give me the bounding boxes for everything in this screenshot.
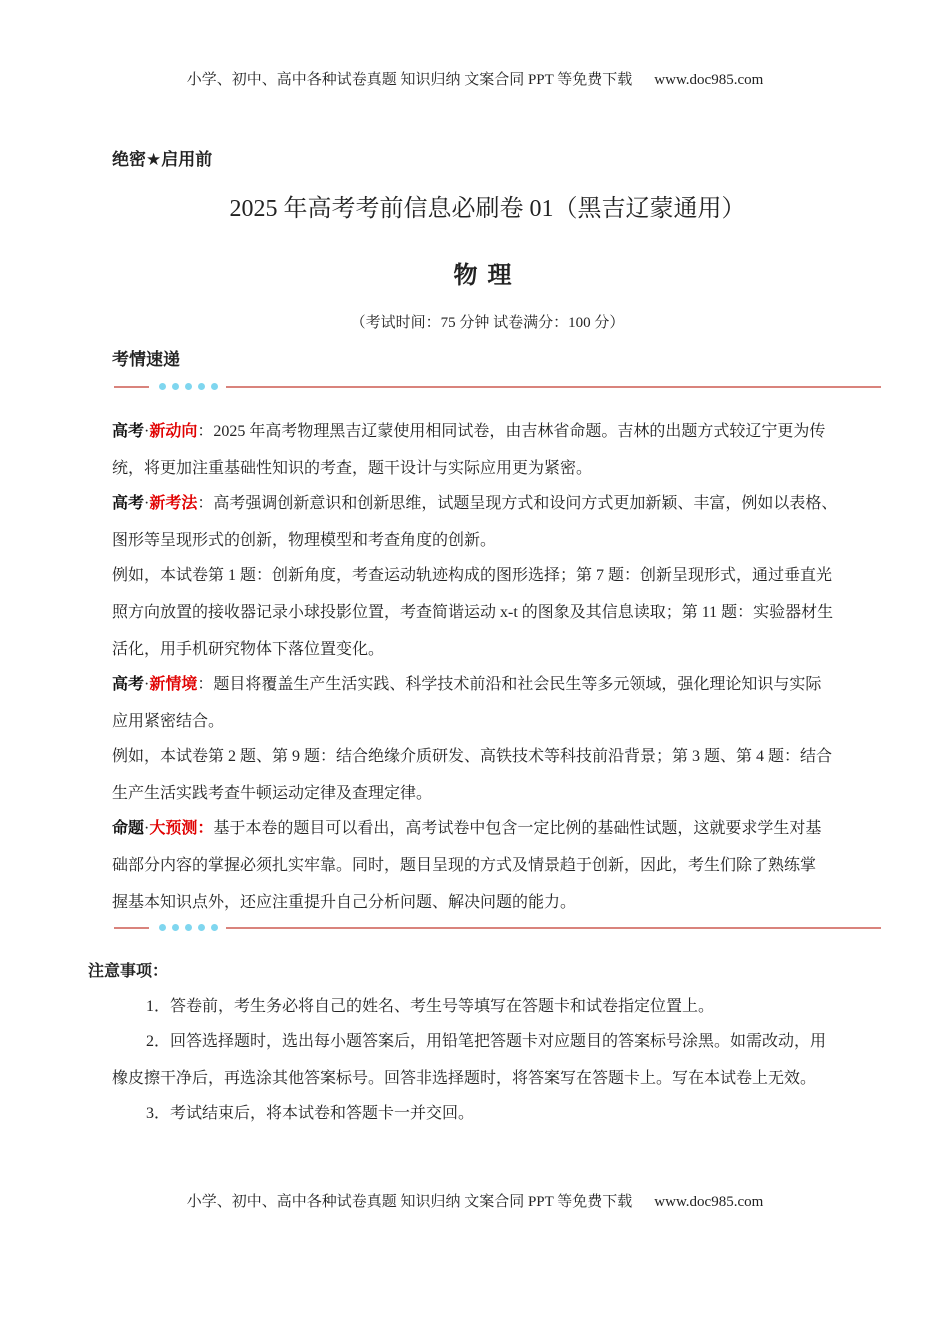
label-prefix: 高考 (112, 493, 145, 512)
line-text: 础部分内容的掌握必须扎实牢靠。同时，题目呈现的方式及情景趋于创新，因此，考生们除了熟练掌 (112, 857, 817, 874)
line-text: ：2025 年高考物理黑吉辽蒙使用相同试卷，由吉林省命题。吉林的出题方式较辽宁更为传 (197, 423, 826, 440)
divider-bottom (114, 923, 881, 933)
note-item: 1．答卷前，考生务必将自己的姓名、考生号等填写在答题卡和试卷指定位置上。 (146, 998, 715, 1015)
note-item: 3．考试结束后，将本试卷和答题卡一并交回。 (146, 1105, 475, 1122)
header-text: 小学、初中、高中各种试卷真题 知识归纳 文案合同 PPT 等免费下载 (186, 72, 633, 88)
line-text: 例如，本试卷第 1 题：创新角度，考查运动轨迹构成的图形选择；第 7 题：创新呈现形式，通过垂直光 (112, 567, 833, 584)
page-header (0, 68, 950, 89)
body-line (112, 852, 816, 875)
exam-info: （考试时间：75 分钟 试卷满分：100 分） (350, 315, 625, 331)
line-text: 生产生活实践考查牛顿运动定律及查理定律。 (112, 785, 433, 802)
line-text: 握基本知识点外，还应注重提升自己分析问题、解决问题的能力。 (112, 894, 577, 911)
footer-text: 小学、初中、高中各种试卷真题 知识归纳 文案合同 PPT 等免费下载 (186, 1194, 633, 1210)
header-url[interactable]: www.doc985.com (654, 72, 764, 88)
line-text: 照方向放置的接收器记录小球投影位置，考查简谐运动 x-t 的图象及其信息读取；第 11 题：实验器材生 (112, 604, 834, 621)
label-highlight: 新情境 (149, 674, 198, 693)
line-text: ：高考强调创新意识和创新思维，试题呈现方式和设问方式更加新颖、丰富，例如以表格、 (197, 495, 838, 512)
line-text: 图形等呈现形式的创新，物理模型和考查角度的创新。 (112, 532, 497, 549)
line-text: 统，将更加注重基础性知识的考查，题干设计与实际应用更为紧密。 (112, 460, 593, 477)
line-text: ：题目将覆盖生产生活实践、科学技术前沿和社会民生等多元领域，强化理论知识与实际 (197, 676, 822, 693)
label-highlight: 新动向 (149, 421, 198, 440)
section-title: 考情速递 (112, 350, 180, 370)
divider-top (114, 382, 881, 392)
notes-title: 注意事项： (88, 961, 169, 980)
line-text: 例如，本试卷第 2 题、第 9 题：结合绝缘介质研发、高铁技术等科技前沿背景；第 3 题、第 4 题：结合 (112, 748, 833, 765)
line-text: 基于本卷的题目可以看出，高考试卷中包含一定比例的基础性试题，这就要求学生对基 (213, 820, 822, 837)
secret-label: 绝密★启用前 (112, 150, 213, 170)
body-line: 高考·新情境：题目将覆盖生产生活实践、科学技术前沿和社会民生等多元领域，强化理论知识与实际 (112, 674, 822, 693)
footer-url[interactable]: www.doc985.com (654, 1194, 764, 1210)
page-footer (0, 1190, 950, 1211)
body-line (112, 527, 496, 550)
label-prefix: 高考 (112, 421, 145, 440)
body-line: 高考·新考法：高考强调创新意识和创新思维，试题呈现方式和设问方式更加新颖、丰富，例如以表格、 (112, 493, 838, 512)
subject-title: 物理 (453, 261, 522, 289)
body-line (112, 599, 833, 622)
label-prefix: 命题 (112, 818, 145, 837)
body-line (112, 780, 432, 803)
document-title: 2025 年高考考前信息必刷卷 01（黑吉辽蒙通用） (229, 196, 746, 222)
body-line (112, 889, 576, 912)
body-line: 命题·大预测：基于本卷的题目可以看出，高考试卷中包含一定比例的基础性试题，这就要求学生对基 (112, 818, 822, 837)
line-text: 活化，用手机研究物体下落位置变化。 (112, 641, 385, 658)
body-line (112, 636, 384, 659)
label-highlight: 新考法 (149, 493, 198, 512)
note-item: 橡皮擦干净后，再选涂其他答案标号。回答非选择题时，将答案写在答题卡上。写在本试卷上无效。 (112, 1070, 817, 1087)
body-line (112, 455, 592, 478)
body-line (112, 562, 832, 585)
label-highlight: 大预测： (149, 818, 214, 837)
label-prefix: 高考 (112, 674, 145, 693)
body-line (112, 708, 224, 731)
line-text: 应用紧密结合。 (112, 713, 225, 730)
body-line (112, 743, 832, 766)
note-item: 2．回答选择题时，选出每小题答案后，用铅笔把答题卡对应题目的答案标号涂黑。如需改动，用 (146, 1033, 827, 1050)
body-line: 高考·新动向：2025 年高考物理黑吉辽蒙使用相同试卷，由吉林省命题。吉林的出题方式较辽宁更为传 (112, 421, 826, 440)
